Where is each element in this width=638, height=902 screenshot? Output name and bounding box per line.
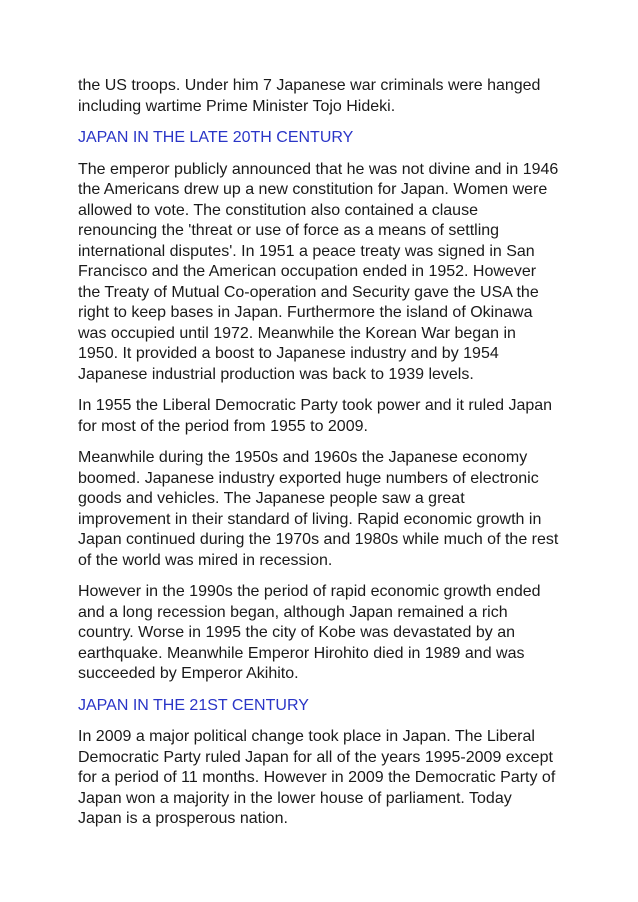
text-line: Japanese industrial production was back to 1939 levels. [78,365,474,383]
text-line: However in the 1990s the period of rapid economic growth ended [78,583,541,600]
text-line: international disputes'. In 1951 a peace treaty was signed in San [78,242,535,260]
paragraph-liberal-democratic-party [78,396,564,437]
paragraph-economic-boom [78,448,564,571]
text-line: renouncing the 'threat or use of force as a means of settling [78,222,500,239]
text-line: country. Worse in 1995 the city of Kobe was devastated by an [78,624,515,641]
text-line: allowed to vote. The constitution also contained a clause [78,201,478,219]
paragraph-2009-political-change [78,727,564,830]
heading-text: JAPAN IN THE 21ST CENTURY [78,696,309,714]
text-line: Japan continued during the 1970s and 1980s while much of the rest [78,531,559,548]
paragraph-constitution [78,160,564,386]
text-line: boomed. Japanese industry exported huge numbers of electronic [78,469,539,487]
text-line: the US troops. Under him 7 Japanese war criminals were hanged [78,77,541,94]
text-line: and a long recession began, although Japan remained a rich [78,603,508,621]
text-line: the Americans drew up a new constitution for Japan. Women were [78,181,548,198]
paragraph-us-troops [78,76,564,117]
text-line: including wartime Prime Minister Tojo Hideki. [78,97,396,115]
text-line: was occupied until 1972. Meanwhile the Korean War began in [78,324,516,342]
text-line: goods and vehicles. The Japanese people saw a great [78,490,465,507]
text-line: improvement in their standard of living. Rapid economic growth in [78,510,542,528]
text-line: succeeded by Emperor Akihito. [78,665,299,682]
section-heading-21st-century [78,696,564,717]
text-line: In 2009 a major political change took place in Japan. The Liberal [78,728,535,745]
text-line: Meanwhile during the 1950s and 1960s the Japanese economy [78,449,528,466]
text-line: of the world was mired in recession. [78,551,333,569]
text-line: In 1955 the Liberal Democratic Party took power and it ruled Japan [78,397,553,414]
text-line: the Treaty of Mutual Co-operation and Security gave the USA the [78,283,539,301]
text-line: Democratic Party ruled Japan for all of the years 1995-2009 except [78,748,553,766]
text-line: earthquake. Meanwhile Emperor Hirohito died in 1989 and was [78,644,525,662]
text-line: Japan is a prosperous nation. [78,810,288,827]
heading-text: JAPAN IN THE LATE 20TH CENTURY [78,129,354,146]
text-line: for most of the period from 1955 to 2009. [78,417,368,435]
text-line: The emperor publicly announced that he was not divine and in 1946 [78,160,559,178]
document-page [78,76,564,841]
section-heading-late-20th-century [78,128,564,149]
paragraph-1990s-recession [78,582,564,685]
text-line: Japan won a majority in the lower house of parliament. Today [78,789,512,807]
text-line: Francisco and the American occupation ended in 1952. However [78,263,537,280]
text-line: for a period of 11 months. However in 2009 the Democratic Party of [78,769,556,786]
text-line: right to keep bases in Japan. Furthermore the island of Okinawa [78,304,533,321]
text-line: 1950. It provided a boost to Japanese industry and by 1954 [78,345,499,362]
